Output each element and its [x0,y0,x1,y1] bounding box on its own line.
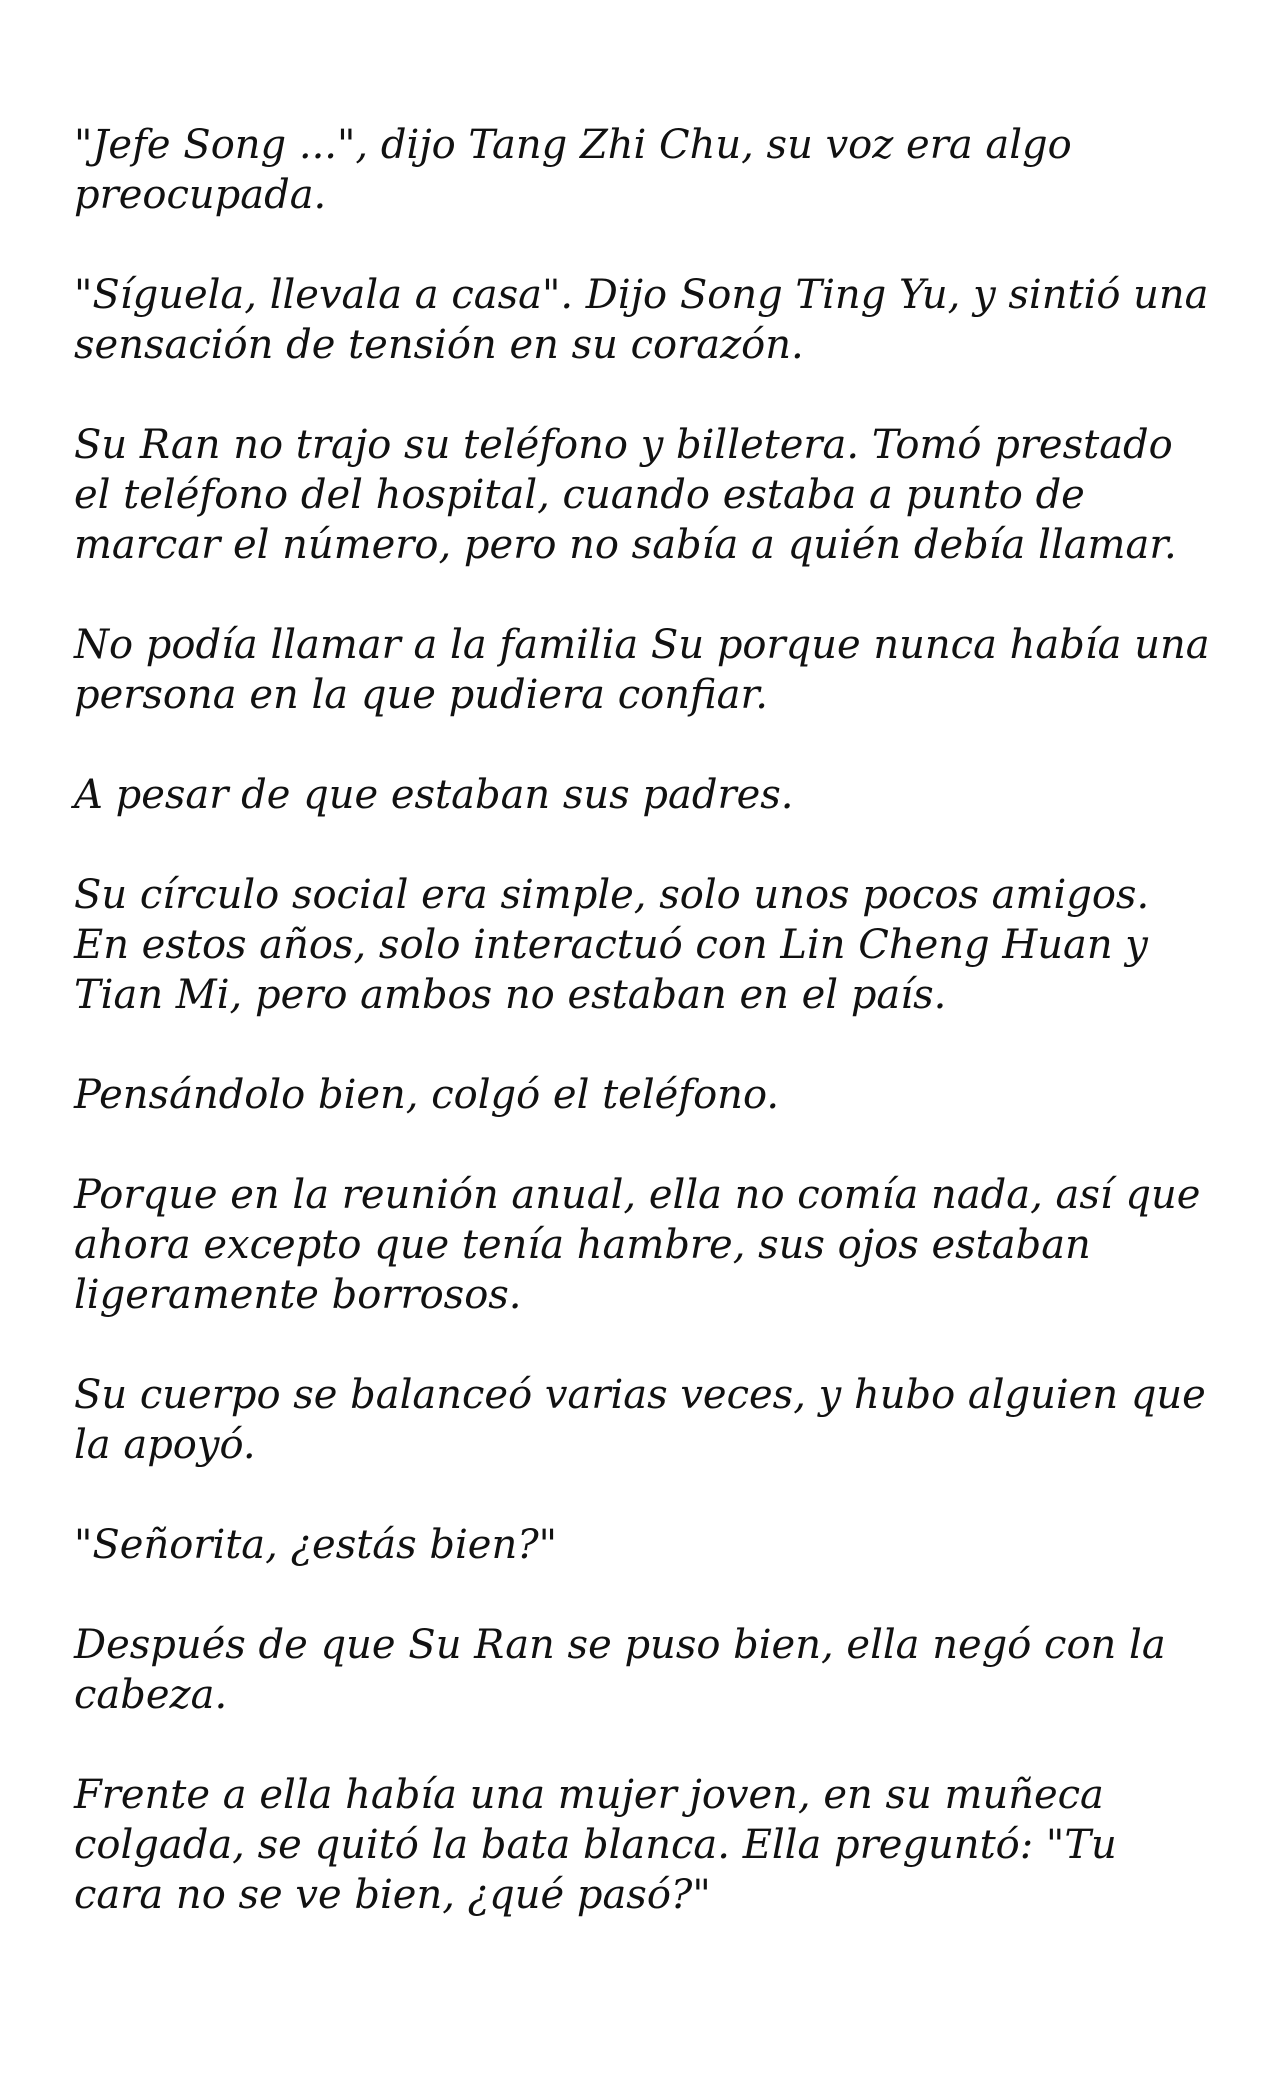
paragraph: "Señorita, ¿estás bien?" [74,1522,558,1568]
paragraph: Su círculo social era simple, solo unos pocos amigos. En estos años, solo interactuó con Lin Cheng Huan y Tian Mi, pero ambos no estaban en el país. [74,872,1150,1018]
paragraph: Su Ran no trajo su teléfono y billetera. Tomó prestado el teléfono del hospital, cuando estaba a punto de marcar el número, pero no sabía a quién debía llamar. [74,422,1177,568]
paragraph: Porque en la reunión anual, ella no comía nada, así que ahora excepto que tenía hambre, sus ojos estaban ligeramente borrosos. [74,1172,1201,1318]
paragraph: A pesar de que estaban sus padres. [74,772,794,818]
paragraph: "Jefe Song ...", dijo Tang Zhi Chu, su voz era algo preocupada. [74,122,1072,218]
paragraph: Pensándolo bien, colgó el teléfono. [74,1072,780,1118]
paragraph: Después de que Su Ran se puso bien, ella negó con la cabeza. [74,1622,1166,1718]
paragraph: Frente a ella había una mujer joven, en su muñeca colgada, se quitó la bata blanca. Ella preguntó: "Tu cara no se ve bien, ¿qué pasó?" [74,1772,1117,1918]
paragraph: Su cuerpo se balanceó varias veces, y hubo alguien que la apoyó. [74,1372,1206,1468]
paragraph: "Síguela, llevala a casa". Dijo Song Ting Yu, y sintió una sensación de tensión en su corazón. [74,272,1209,368]
paragraph: No podía llamar a la familia Su porque nunca había una persona en la que pudiera confiar. [74,622,1210,718]
